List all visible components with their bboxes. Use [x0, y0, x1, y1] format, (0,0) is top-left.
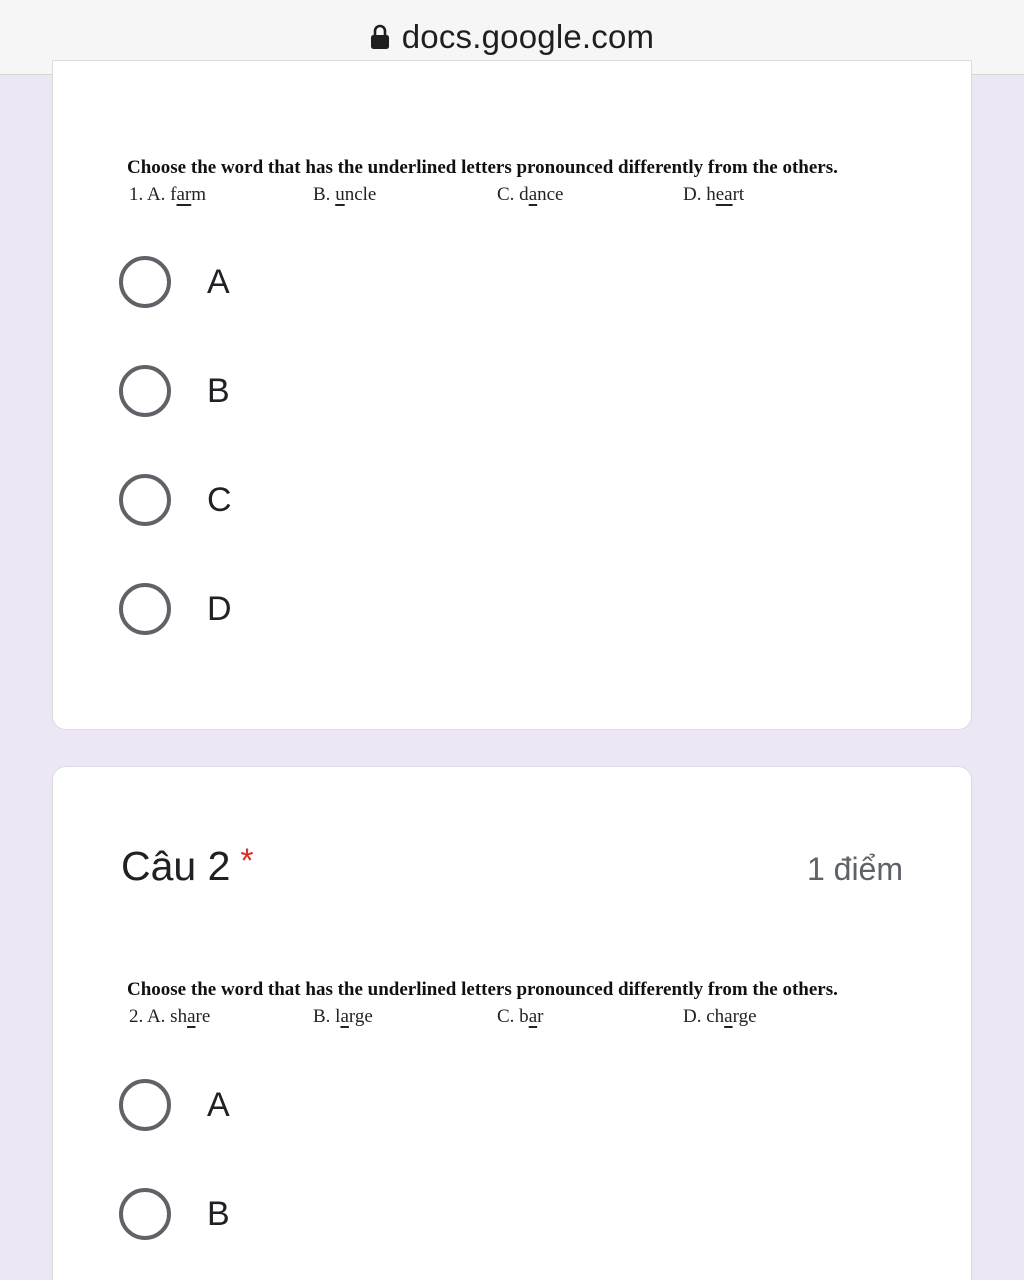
- radio-button[interactable]: [119, 1188, 171, 1240]
- radio-choice-a[interactable]: [119, 252, 419, 312]
- question-card-2: [52, 766, 972, 1280]
- url-text: docs.google.com: [401, 18, 655, 55]
- question-statement: Choose the word that has the underlined letters pronounced differently from the others.: [127, 157, 838, 178]
- choice-label: B: [207, 371, 230, 410]
- radio-button[interactable]: [119, 1079, 171, 1131]
- question-title: Câu 2 *: [121, 842, 254, 889]
- choice-label: C: [207, 480, 232, 519]
- lock-icon: [370, 24, 390, 50]
- option-text-c: C. bar: [497, 1006, 544, 1027]
- radio-choice-a[interactable]: [119, 1075, 419, 1135]
- option-text-b: B. large: [313, 1006, 373, 1027]
- radio-choice-b[interactable]: [119, 361, 419, 421]
- option-text-d: D. charge: [683, 1006, 757, 1027]
- address-bar-content: [370, 18, 654, 56]
- radio-choice-d[interactable]: [119, 579, 419, 639]
- radio-choice-b[interactable]: [119, 1184, 419, 1244]
- choice-label: A: [207, 262, 230, 301]
- option-text-a: 1. A. farm: [129, 184, 207, 205]
- required-marker: *: [240, 842, 254, 880]
- question-image-1: [127, 157, 917, 210]
- question-image-2: [127, 979, 917, 1032]
- radio-button[interactable]: [119, 583, 171, 635]
- question-card-1: [52, 60, 972, 730]
- choice-label: A: [207, 1085, 230, 1124]
- question-options: [127, 1006, 917, 1032]
- option-text-c: C. dance: [497, 184, 564, 205]
- choice-label: D: [207, 589, 232, 628]
- radio-choice-c[interactable]: [119, 470, 419, 530]
- radio-button[interactable]: [119, 365, 171, 417]
- question-points: 1 điểm: [806, 851, 903, 887]
- radio-button[interactable]: [119, 474, 171, 526]
- question-statement: Choose the word that has the underlined letters pronounced differently from the others.: [127, 979, 838, 1000]
- option-text-b: B. uncle: [313, 184, 377, 205]
- option-text-a: 2. A. share: [129, 1006, 211, 1027]
- option-text-d: D. heart: [683, 184, 745, 205]
- question-options: [127, 184, 917, 210]
- radio-button[interactable]: [119, 256, 171, 308]
- choice-label: B: [207, 1194, 230, 1233]
